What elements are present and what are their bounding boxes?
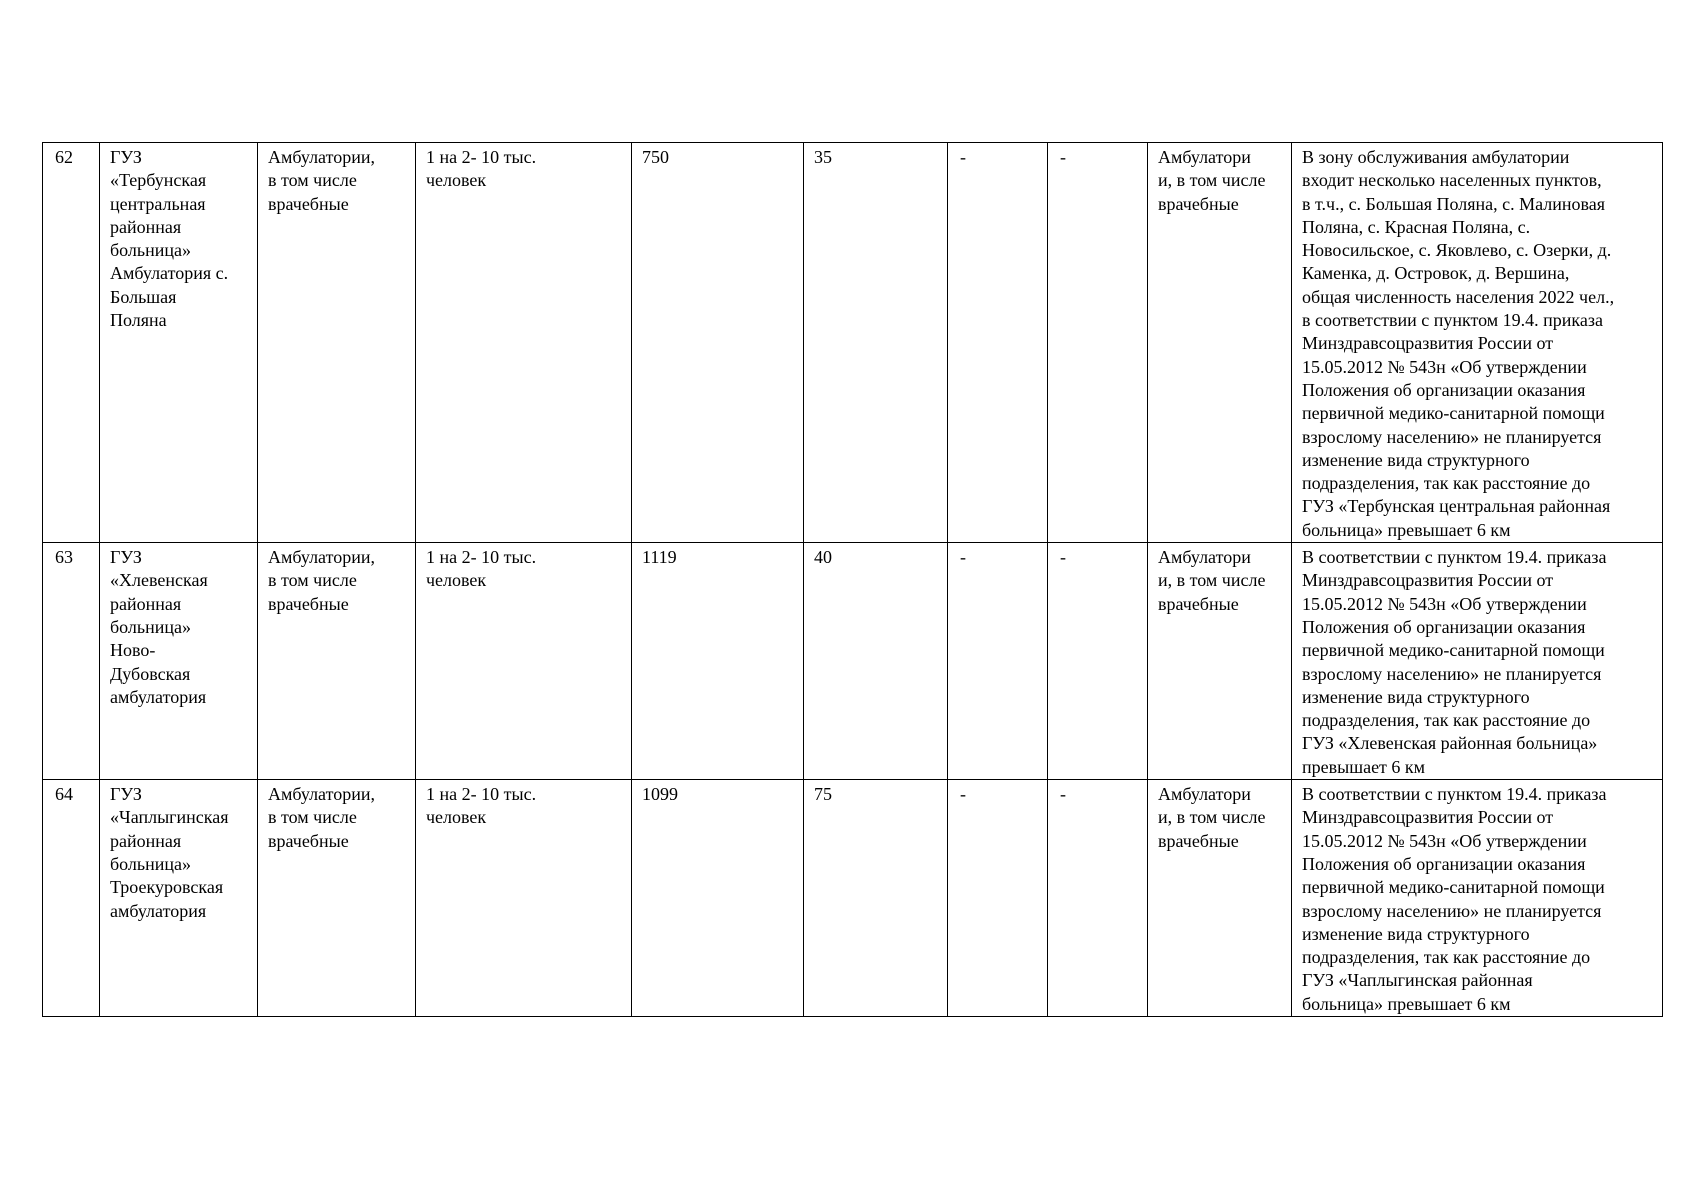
institution-cell: ГУЗ «Чаплыгинская районная больница» Троекуровская амбулатория [100,780,258,1017]
empty-value-cell: - [948,143,1048,543]
empty-value-cell: - [948,543,1048,780]
note-cell: В соответствии с пунктом 19.4. приказа Минздравсоцразвития России от 15.05.2012 № 543н «Об утверждении Положения об организации оказания первичной медико-санитарной помощи взрослому населению» не планируется изменение вида структурного подразделения, так как расстояние до ГУЗ «Хлевенская районная больница» превышает 6 км [1292,543,1663,780]
row-number-cell: 64 [43,780,100,1017]
note-cell: В соответствии с пунктом 19.4. приказа Минздравсоцразвития России от 15.05.2012 № 543н «Об утверждении Положения об организации оказания первичной медико-санитарной помощи взрослому населению» не планируется изменение вида структурного подразделения, так как расстояние до ГУЗ «Чаплыгинская районная больница» превышает 6 км [1292,780,1663,1017]
planned-type-cell: Амбулатори и, в том числе врачебные [1148,780,1292,1017]
empty-value-cell: - [1048,143,1148,543]
norm-cell: 1 на 2- 10 тыс. человек [416,780,632,1017]
population-cell: 1099 [632,780,804,1017]
facilities-table [42,142,1663,1017]
population-cell: 750 [632,143,804,543]
norm-cell: 1 на 2- 10 тыс. человек [416,543,632,780]
table-row [43,780,1663,1017]
planned-type-cell: Амбулатори и, в том числе врачебные [1148,543,1292,780]
population-cell: 1119 [632,543,804,780]
empty-value-cell: - [1048,543,1148,780]
table-row [43,143,1663,543]
norm-cell: 1 на 2- 10 тыс. человек [416,143,632,543]
planned-type-cell: Амбулатори и, в том числе врачебные [1148,143,1292,543]
facility-type-cell: Амбулатории, в том числе врачебные [258,543,416,780]
table-row [43,543,1663,780]
facility-type-cell: Амбулатории, в том числе врачебные [258,143,416,543]
institution-cell: ГУЗ «Тербунская центральная районная больница» Амбулатория с. Большая Поляна [100,143,258,543]
facility-type-cell: Амбулатории, в том числе врачебные [258,780,416,1017]
distance-cell: 75 [804,780,948,1017]
empty-value-cell: - [1048,780,1148,1017]
row-number-cell: 62 [43,143,100,543]
distance-cell: 35 [804,143,948,543]
note-cell: В зону обслуживания амбулатории входит несколько населенных пунктов, в т.ч., с. Большая Поляна, с. Малиновая Поляна, с. Красная Поляна, с. Новосильское, с. Яковлево, с. Озерки, д. Каменка, д. Островок, д. Вершина, общая численность населения 2022 чел., в соответствии с пунктом 19.4. приказа Минздравсоцразвития России от 15.05.2012 № 543н «Об утверждении Положения об организации оказания первичной медико-санитарной помощи взрослому населению» не планируется изменение вида структурного подразделения, так как расстояние до ГУЗ «Тербунская центральная районная больница» превышает 6 км [1292,143,1663,543]
empty-value-cell: - [948,780,1048,1017]
row-number-cell: 63 [43,543,100,780]
institution-cell: ГУЗ «Хлевенская районная больница» Ново- Дубовская амбулатория [100,543,258,780]
distance-cell: 40 [804,543,948,780]
